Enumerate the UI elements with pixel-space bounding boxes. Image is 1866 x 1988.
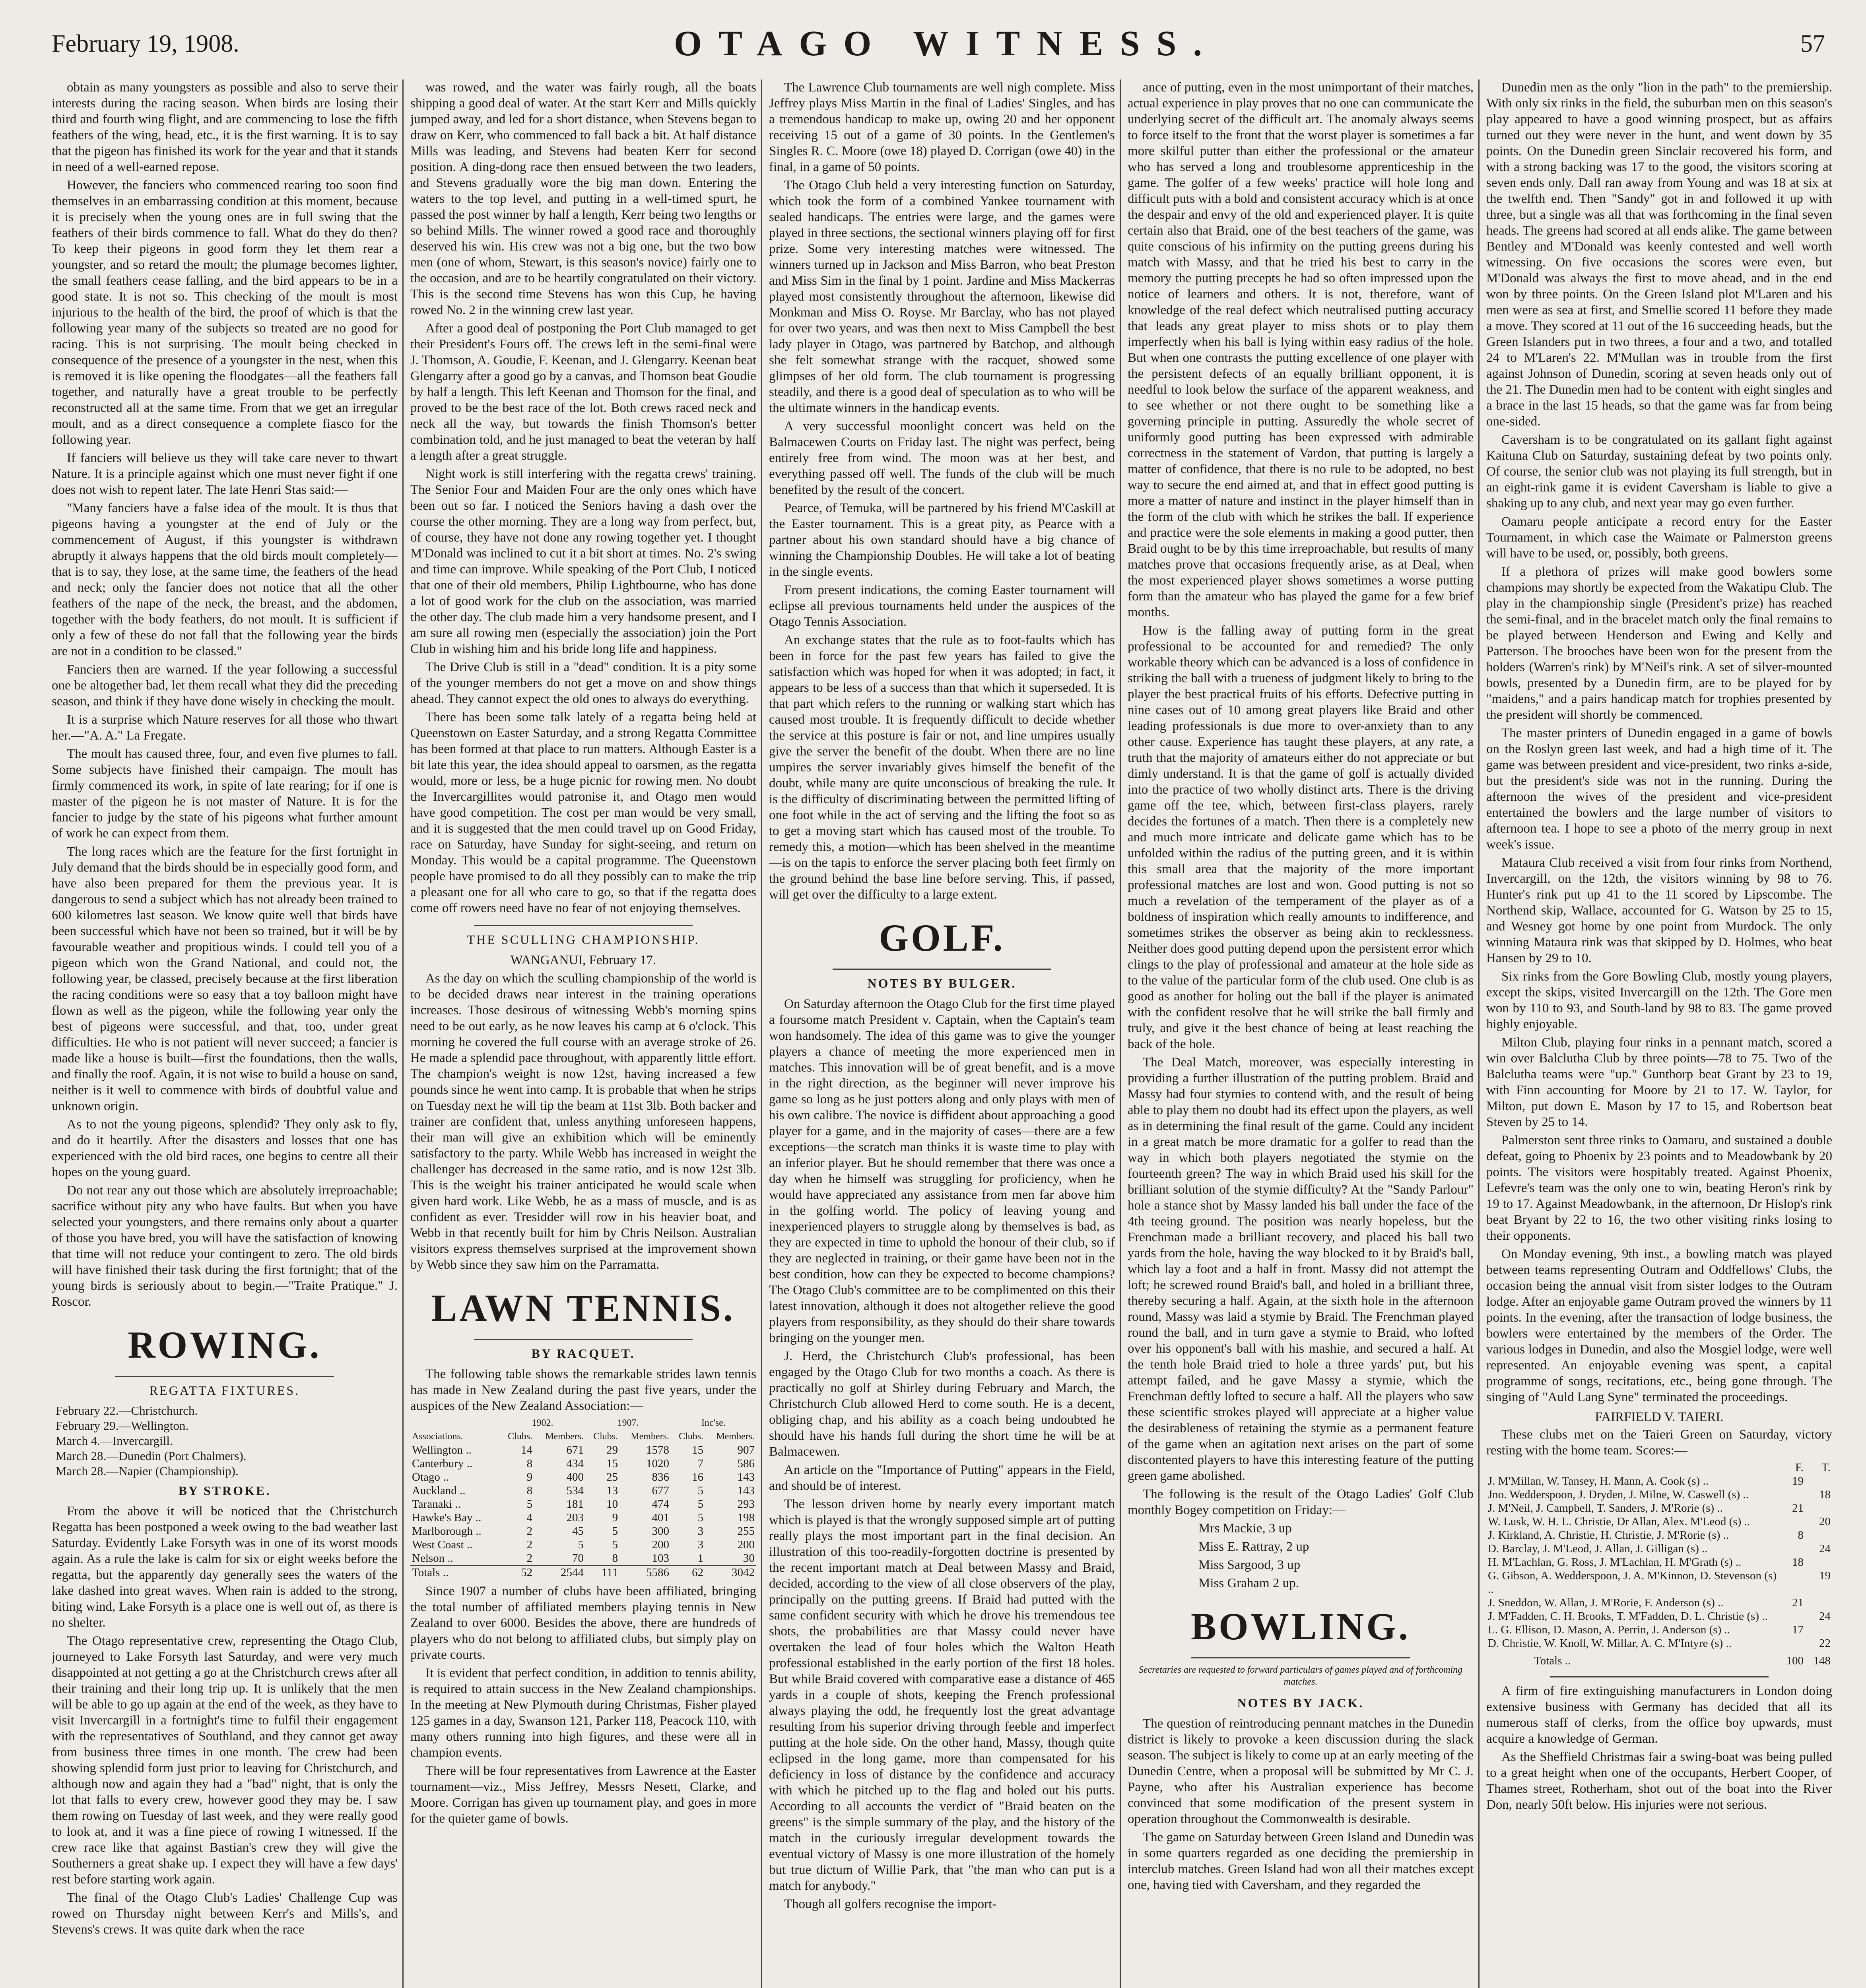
column-rule [1478,80,1480,1988]
article-paragraph: Do not rear any out those which are absolutely irreproachable; sacrifice without pity any who have faults. But when you have selected your youngsters, and there remains only about a quarter of those you have bred, you will have the satisfaction of knowing that time will not reduce your contingent to zero. The old birds will have finished their task during the first fortnight; that of the young birds is seriously about to begin.—"Traite Pratique." J. Roscor. [52,1183,398,1309]
article-paragraph: How is the falling away of putting form in the great professional to be accounted for and remedied? The only workable theory which can be advanced is a loss of confidence in striking the ball with a trueness of judgment likely to bring to the player the best practical fruits of his efforts. Defective putting in nine cases out of 10 among great players like Braid and other leading professionals is due more to over-anxiety than to any other cause. Experience has taught these players, at any rate, a truth that the majority of amateurs either do not appreciate or but dimly understand. It is that the game of golf is actually divided into the practice of two wholly distinct arts. There is the driving game off the tee, which, between first-class players, rarely decides the fortunes of a match. Then there is a completely new and much more intricate and delicate game which has to be unfolded within the radius of the putting green, and it is within this small area that the majority of the more important professional matches are lost and won. Good putting is not so much a revelation of the temperament of the player as of a boldness of inspiration which really amounts to indifference, and sometimes strikes the observer as being akin to recklessness. Neither does good putting depend upon the persistent error which clings to the play of professional and amateur at the hole side as to the value of the particular form of the club used. One club is as good as another for holing out the ball if the player is animated with the confident resolve that he will strike the ball firmly and truly, and give it the best chance of being at least reaching the back of the hole. [1128,623,1474,1051]
divider [474,925,693,926]
article-paragraph: The Deal Match, moreover, was especially interesting in providing a further illustration of the putting problem. Braid and Massy had four stymies to contend with, and the result of being able to play them no doubt had its effect upon the players, as well as in determining the final result of the game. Could any incident in a great match be more dramatic for a golfer to read than the way in which both players negotiated the stymie on the fourteenth green? The way in which Braid used his skill for the brilliant solution of the stymie difficulty? At the "Sandy Parlour" hole a stance shot by Massy landed his ball under the face of the 4th teeing ground. The position was nearly hopeless, but the Frenchman made a brilliant recovery, and placed his ball two yards from the hole, having the way blocked to it by Braid's ball, which lay a foot and a half in front. Massy did not attempt the loft; he screwed round Braid's ball, and holed in a brilliant three, thereby securing a half. Again, at the sixth hole in the afternoon round, Massy was laid a stymie by Braid. The Frenchman played round the ball, and in turn gave a stymie to Braid, who lofted over his opponent's ball with his mashie, and secured a half. At the tenth hole Braid tried to hole a three yards' put, but his attempt failed, and he gave Massy a stymie, which the Frenchman deftly lofted to secure a half. All the players who saw these scientific strokes played will appreciate at a higher value the desirableness of retaining the stymie as a permanent feature of the game when an agitation next arises on the part of some discontented players to have this interesting feature of the putting green game abolished. [1128,1055,1474,1483]
table-cell: 434 [566,1457,584,1470]
table-cell: 20 [1819,1515,1831,1528]
col-header: Clubs. [508,1431,533,1442]
table-cell: 200 [737,1538,755,1551]
table-cell [1778,1609,1805,1623]
table-cell: Marlborough .. [412,1525,482,1538]
table-cell: West Coast .. [412,1538,473,1551]
table-cell: Wellington .. [412,1444,472,1456]
table-cell: J. Sneddon, W. Allan, J. M'Rorie, F. Anderson (s) .. [1488,1596,1724,1609]
article-paragraph: Pearce, of Temuka, will be partnered by his friend M'Caskill at the Easter tournament. This is a great pity, as Pearce with a partner about his own standard should have a big chance of winning the Championship Doubles. He will take a lot of beating in the single events. [769,501,1115,579]
table-total-row [410,1565,756,1579]
table-row [1486,1501,1832,1515]
table-cell: 5 [612,1525,618,1538]
table-cell [1778,1637,1805,1650]
article-paragraph: An article on the "Importance of Putting" appears in the Field, and should be of interest. [769,1463,1115,1493]
table-cell: 2544 [534,1565,585,1579]
column-2 [410,80,756,1988]
table-cell: 19 [1819,1569,1831,1582]
article-paragraph: On Saturday afternoon the Otago Club for the first time played a foursome match President v. Captain, when the Captain's team won handsomely. The idea of this game was to give the younger players a chance of meeting the more experienced men in matches. This innovation will be of great benefit, and is a move in the right direction, as the beginner will never improve his game so long as he just potters along and only plays with men of his own calibre. The novice is diffident about approaching a good player for a game, and in the majority of cases—there are a few exceptions—the scratch man thinks it is waste time to play with an inferior player. But he should remember that there was once a day when he himself was struggling for proficiency, when he would have appreciated any assistance from men far above him in the golfing world. The policy of leaving young and inexperienced players to struggle along by themselves is bad, as they are expected in time to uphold the honour of their club, so if they are neglected in training, or their game have been not in the best condition, how can they be expected to become champions? The Otago Club's committee are to be complimented on this their latest innovation, although it does not altogether relieve the good players from responsibility, as they should do their share towards bringing on the younger men. [769,997,1115,1345]
table-cell: 1 [697,1552,704,1565]
table-cell: 143 [737,1484,755,1497]
article-paragraph: From present indications, the coming Easter tournament will eclipse all previous tournaments held under the auspices of the Otago Tennis Association. [769,583,1115,629]
tennis-intro: The following table shows the remarkable strides lawn tennis has made in New Zealand during the past five years, under the auspices of the New Zealand Association:— [410,1367,756,1413]
fairfield-intro: These clubs met on the Taieri Green on Saturday, victory resting with the home team. Scores:— [1486,1427,1832,1458]
row-header: Associations. [412,1431,463,1442]
table-cell: J. M'Fadden, C. H. Brooks, T. M'Fadden, D. L. Christie (s) .. [1488,1610,1768,1623]
article-paragraph: As to not the young pigeons, splendid? They only ask to fly, and do it heartily. After the disasters and losses that one has experienced with the old bird races, one begins to centre all their hopes on the young guard. [52,1117,398,1179]
tennis-byline: BY RACQUET. [531,1346,635,1361]
table-cell: 200 [652,1538,669,1551]
article-paragraph: The Otago representative crew, representing the Otago Club, journeyed to Lake Forsyth last Saturday, and were very much disappointed at not getting a go at the Christchurch crews after all their training and their long trip up. It is unlikely that the men will be able to go up again at the end of the week, as they have to visit Invercargill in a fortnight's time to fulfil their engagement with the representatives of Southland, and they cannot get away from business three times in one month. The crew had been showing splendid form just prior to leaving for Christchurch, and although now and again they had a "bad" night, that is only the lot that falls to every crew, however good they may be. I saw them rowing on Tuesday of last week, and they were really good to look at, and it was a fine piece of rowing I witnessed. If the crew race like that against Bastian's crew they will give the Southerners a great shake up. I expect they will have a few days' rest before starting work again. [52,1634,398,1887]
table-cell: 24 [1819,1610,1831,1623]
table-cell: Totals .. [410,1565,500,1579]
table-cell: 15 [692,1444,704,1456]
newspaper-title: OTAGO WITNESS. [674,24,1219,63]
sculling-title: THE SCULLING CHAMPIONSHIP. [467,932,700,947]
table-cell: 3 [697,1525,704,1538]
table-cell: Otago .. [412,1471,449,1483]
table-cell: 19 [1792,1475,1804,1487]
table-cell: 7 [697,1457,704,1470]
page-number: 57 [1800,30,1825,57]
column-1 [52,80,398,1988]
table-cell: 10 [606,1498,618,1510]
col-header: Members. [716,1431,755,1442]
table-row [410,1511,756,1524]
table-cell: 9 [526,1471,533,1483]
table-cell: 1020 [646,1457,669,1470]
table-cell: 18 [1792,1556,1804,1569]
divider [1191,1657,1410,1658]
article-paragraph: If fanciers will believe us they will take care never to thwart Nature. It is a principle against which one must never fight if one does not wish to repent later. The late Henri Stas said:— [52,451,398,497]
table-row [1486,1623,1832,1637]
table-cell: 5 [526,1498,533,1510]
table-cell: 5 [578,1538,584,1551]
fixture-item: February 22.—Christchurch. [56,1404,198,1417]
table-cell: 400 [566,1471,584,1483]
col-header: F. [1795,1461,1804,1474]
table-cell: 18 [1819,1488,1831,1501]
year-header: Inc'se. [701,1418,726,1428]
table-cell: 2 [526,1538,533,1551]
bowling-scores-table [1486,1461,1832,1668]
article-paragraph: Six rinks from the Gore Bowling Club, mostly young players, except the skips, visited Invercargill on the 12th. The Gore men won by 110 to 93, and South-land by 98 to 83. The game proved highly enjoyable. [1486,969,1832,1031]
article-paragraph: The Lawrence Club tournaments are well nigh complete. Miss Jeffrey plays Miss Martin in the final of Ladies' Singles, and has a tremendous handicap to make up, owing 20 and her opponent receiving 15 out of a game of 30 points. In the Gentlemen's Singles R. C. Moore (owe 18) played D. Corrigan (owe 40) in the final, in a game of 50 points. [769,80,1115,174]
table-row [410,1470,756,1484]
table-cell: 671 [566,1444,584,1456]
table-cell: 14 [521,1444,533,1456]
total-value: 100 [1786,1654,1804,1667]
table-cell: L. G. Ellison, D. Mason, A. Perrin, J. Anderson (s) .. [1488,1623,1730,1636]
fairfield-title: FAIRFIELD V. TAIERI. [1595,1410,1724,1424]
table-cell: 62 [671,1565,705,1579]
table-row [410,1457,756,1470]
article-paragraph: As the day on which the sculling championship of the world is to be decided draws near interest in the training operations increases. Those desirous of witnessing Webb's morning spins need to be out early, as he now leaves his camp at 6 o'clock. This morning he covered the full course with an average stroke of 26. He made a splendid pace throughout, with apparently little effort. The champion's weight is now 12st, having increased a few pounds since he went into camp. It is probable that when he strips on Tuesday next he will tip the beam at 11st 3lb. Both backer and trainer are confident that, unless anything unforeseen happens, their man will give an exhibition which will be eminently satisfactory to the party. While Webb has increased in weight the challenger has decreased in the same ratio, and is now 12st 3lb. This is the weight his trainer anticipated he would scale when given hard work. Like Webb, he as a mass of muscle, and is as confident as ever. Tresidder will row in his heavier boat, and Webb in that recently built for him by Chris Neilson. Australian visitors express themselves surprised at the improvement shown by Webb since they saw him on the Parramatta. [410,971,756,1272]
article-paragraph: Milton Club, playing four rinks in a pennant match, scored a win over Balclutha Club by three points—78 to 75. Two of the Balclutha teams were "up." Gunthorp beat Grant by 23 to 19, with Finn accounting for Moore by 21 to 17. W. Taylor, for Milton, put down E. Mason by 17 to 15, and Robertson beat Steven by 25 to 14. [1486,1035,1832,1129]
col-header: Members. [631,1431,669,1442]
article-paragraph: was rowed, and the water was fairly rough, all the boats shipping a good deal of water. At the start Kerr and Mills quickly jumped away, and led for a short distance, when Stevens began to draw on Kerr, who commenced to fall back a bit. At half distance Mills was leading, and Stevens had beaten Kerr for second position. A ding-dong race then ensued between the two leaders, and Stevens gradually wore the big man down. Entering the waters to the top level, and putting in a well-timed spurt, he passed the post winner by half a length, Kerr being two lengths or so behind Mills. The winner rowed a good race and thoroughly deserved his win. His crew was not a big one, but the two bow men (one of whom, Stewart, is this season's novice) fairly one to the occasion, and are to be heartily congratulated on their victory. This is the second time Stevens has won this Cup, he having rowed No. 2 in the winning crew last year. [410,80,756,317]
result-item: Miss E. Rattray, 2 up [1198,1540,1309,1554]
article-paragraph: Fanciers then are warned. If the year following a successful one be altogether bad, let them recall what they did the preceding season, and think if they have done wisely in checking the moult. [52,662,398,709]
table-cell: 13 [606,1484,618,1497]
column-rule [761,80,762,1988]
divider [833,969,1051,970]
col-header: Members. [545,1431,584,1442]
table-cell: 21 [1792,1596,1804,1609]
table-cell: 5 [697,1511,704,1524]
golf-byline: NOTES BY BULGER. [867,976,1017,990]
table-cell: 5586 [619,1565,671,1579]
table-cell [1805,1528,1832,1542]
table-cell: G. Gibson, A. Wedderspoon, J. A. M'Kinnon, D. Stevenson (s) .. [1488,1569,1777,1596]
table-row [410,1484,756,1497]
table-cell: 22 [1819,1637,1831,1650]
column-3 [769,80,1115,1988]
table-cell: H. M'Lachlan, G. Ross, J. M'Lachlan, H. M'Grath (s) .. [1488,1556,1742,1569]
article-paragraph: The final of the Otago Club's Ladies' Challenge Cup was rowed on Thursday night between Kerr's and Mills's, and Stevens's crews. It was quite dark when the race [52,1891,398,1937]
table-row [410,1538,756,1551]
article-paragraph: Since 1907 a number of clubs have been affiliated, bringing the total number of affiliated members playing tennis in New Zealand to over 6000. Besides the above, there are hundreds of players who do not belong to affiliated clubs, but simply play on private courts. [410,1584,756,1662]
secretaries-note: Secretaries are requested to forward particulars of games played and of forthcoming matches. [1138,1665,1463,1687]
sculling-dateline: WANGANUI, February 17. [510,953,656,967]
article-paragraph: Night work is still interfering with the regatta crews' training. The Senior Four and Maiden Four are the only ones which have been out so far. I noticed the Seniors having a dash over the course the other morning. They are a long way from perfect, but, of course, they have not done any rowing together yet. I thought M'Donald was inclined to cut it a bit short at times. No. 2's swing and time can improve. While speaking of the Port Club, I noticed that one of their old members, Philip Lightbourne, who has done a lot of good work for the club on the association, was married the other day. The club made him a very handsome present, and I am sure all rowing men (especially the association) join the Port Club in wishing him and his bride long life and happiness. [410,467,756,656]
table-cell: 111 [585,1565,619,1579]
divider [1550,1676,1769,1677]
table-row [410,1497,756,1511]
result-item: Mrs Mackie, 3 up [1198,1521,1292,1536]
table-cell: 2 [526,1552,533,1565]
table-row [410,1524,756,1538]
table-cell: 586 [737,1457,755,1470]
article-paragraph: The long races which are the feature for the first fortnight in July demand that the birds should be in especially good form, and have also been prepared for them the previous year. It is dangerous to send a subject which has not already been trained to 600 kilometres last season. We know quite well that birds have been successful which have not been so trained, but it will be by favourable weather and propitious winds. I could tell you of a pigeon which won the Grand National, and could not, the following year, be classed, precisely because at the first liberation the racing conditions were so easy that a toy balloon might have flown as well as the pigeon, while the following year only the best of pigeons were successful, and that, too, under great difficulties. He who is not patient will never succeed; a fancier is made like a house is built—first the foundations, then the walls, and finally the roof. Again, it is not wise to build a house on sand, neither is it well to commence with birds of doubtful value and unknown origin. [52,845,398,1113]
regatta-fixtures-title: REGATTA FIXTURES. [149,1383,300,1398]
article-paragraph: It is a surprise which Nature reserves for all those who thwart her.—"A. A." La Fregate. [52,712,398,743]
table-cell: D. Christie, W. Knoll, W. Millar, A. C. M'Intyre (s) .. [1488,1637,1732,1650]
fixture-item: February 29.—Wellington. [56,1419,189,1433]
table-cell: 9 [612,1511,618,1524]
table-cell [1805,1501,1832,1515]
table-cell: Canterbury .. [412,1457,473,1470]
total-label: Totals .. [1534,1654,1571,1667]
table-cell: Auckland .. [412,1484,466,1497]
article-paragraph: A very successful moonlight concert was held on the Balmacewen Courts on Friday last. The night was perfect, being entirely free from wind. The moon was at her best, and everything passed off well. The funds of the club will be much benefited by the result of the concert. [769,419,1115,497]
table-cell: Nelson .. [412,1552,453,1565]
table-cell: Taranaki .. [412,1498,461,1510]
table-cell: 45 [572,1525,584,1538]
article-paragraph: Oamaru people anticipate a record entry for the Easter Tournament, in which case the Waimate or Palmerston greens will have to be used, or, possibly, both greens. [1486,514,1832,561]
table-cell: 29 [606,1444,618,1456]
table-cell [1805,1555,1832,1569]
article-paragraph: J. Herd, the Christchurch Club's professional, has been engaged by the Otago Club for two months a coach. As there is practically no golf at Shirley during February and March, the Christchurch Club allowed Herd to come south. He is a decent, obliging chap, and his ability as a coach being undoubted he should have his hands full during the short time he will be at Balmacewen. [769,1349,1115,1459]
table-cell: 181 [566,1498,584,1510]
regatta-fixtures-list [56,1403,398,1479]
result-item: Miss Graham 2 up. [1198,1576,1299,1590]
table-cell [1805,1596,1832,1609]
year-header: 1907. [617,1418,639,1428]
table-cell: 143 [737,1471,755,1483]
table-cell: 5 [697,1498,704,1510]
table-cell: 4 [526,1511,533,1524]
table-row [1486,1596,1832,1609]
article-paragraph: However, the fanciers who commenced rearing too soon find themselves in an embarrassing condition at this moment, because it is precisely when the young ones are in full swing that the feathers of their birds commence to fall. What do they do then? To keep their pigeons in good form they let them rear a youngster, and so retard the moult; the plumage becomes lighter, the small feathers cease falling, and the bird appears to be in a good state. It is not so. This checking of the moult is most injurious to the health of the bird, the proof of which is that the following year many of the subjects so treated are no good for racing. This is not surprising. The moult being checked in consequence of the presence of a youngster in the nest, when this is removed it is like opening the floodgates—all the feathers fall together, and naturally have a great trouble to be perfectly reconstructed all at the same time. From that we get an irregular moult, and as a direct consequence a complete fiasco for the following year. [52,178,398,447]
table-cell: 836 [652,1471,669,1483]
article-paragraph: After a good deal of postponing the Port Club managed to get their President's Fours off. The crews left in the semi-final were J. Thomson, A. Goudie, F. Keenan, and J. Glengarry. Keenan beat Glengarry after a good go by a canvas, and Thomson beat Goudie by half a length. This left Keenan and Thomson for the final, and proved to be the best race of the lot. Both crews raced neck and neck all the way, but towards the finish Thomson's better combination told, and he just managed to beat the veteran by half a length after a great struggle. [410,321,756,463]
table-cell: 198 [737,1511,755,1524]
table-cell: 21 [1792,1502,1804,1514]
article-paragraph: The Drive Club is still in a "dead" condition. It is a pity some of the younger members do not get a move on and show things ahead. They cannot expect the old ones to always do everything. [410,660,756,706]
table-cell: J. M'Neil, J. Campbell, T. Sanders, J. M'Rorie (s) .. [1488,1502,1723,1514]
table-cell: 255 [737,1525,755,1538]
column-5 [1486,80,1832,1988]
bowling-byline: NOTES BY JACK. [1237,1696,1364,1710]
fixture-item: March 4.—Invercargill. [56,1434,173,1448]
table-cell: W. Lusk, W. H. L. Christie, Dr Allan, Alex. M'Leod (s) .. [1488,1515,1750,1528]
article-paragraph: On Monday evening, 9th inst., a bowling match was played between teams representing Outram and Oddfellows' Clubs, the occasion being the annual visit from sister lodges to the Outram lodge. After an enjoyable game Outram proved the winners by 11 points. In the evening, after the transaction of lodge business, the bowlers were entertained by the members of the Order. The various lodges in Dunedin, and also the Mosgiel lodge, were well represented. An enjoyable evening was spent, a capital programme of songs, recitations, etc., being gone through. The singing of "Auld Lang Syne" terminated the proceedings. [1486,1247,1832,1404]
article-paragraph: Though all golfers recognise the import- [784,1897,997,1911]
result-item: Miss Sargood, 3 up [1198,1558,1301,1572]
table-cell: 1578 [646,1444,669,1456]
table-row [410,1443,756,1457]
divider [115,1376,334,1377]
golf-heading: GOLF. [879,916,1005,959]
article-paragraph: obtain as many youngsters as possible and also to serve their interests during the racing season. When birds are losing their third and fourth wing flight, and are commencing to lose the fifth feathers of the wing, head, etc., it is the first warning. It is to say that the pigeon has finished its work for the year and that it stands in need of a well-earned repose. [52,80,398,174]
article-paragraph: The moult has caused three, four, and even five plumes to fall. Some subjects have finished their campaign. The moult has firmly commenced its work, in spite of late rearing; for if one is master of the pigeon he is not master of Nature. It is for the fancier to judge by the state of his pigeons what further amount of work he can expect from them. [52,747,398,841]
table-cell: 70 [572,1552,584,1565]
table-row [1486,1515,1832,1528]
table-cell: 24 [1819,1542,1831,1555]
article-paragraph: The question of reintroducing pennant matches in the Dunedin district is likely to provoke a keen discussion during the slack season. The subject is likely to come up at an early meeting of the Dunedin Centre, when a proposal will be submitted by Mr C. J. Payne, who after his Australian experience has become convinced that some modification of the present system in operation throughout the Commonwealth is desirable. [1128,1716,1474,1826]
table-row [1486,1569,1832,1596]
article-paragraph: Mataura Club received a visit from four rinks from Northend, Invercargill, on the 12th, the visitors winning by 98 to 76. Hunter's rink put up 41 to the 11 scored by Lipscombe. The Northend skip, Wallace, accounted for G. Watson by 25 to 15, and Wesney got home by one point from Murdock. The only winning Mataura rink was that skipped by D. Holmes, who beat Hansen by 29 to 10. [1486,856,1832,965]
table-cell: D. Barclay, J. M'Leod, J. Allan, J. Gilligan (s) .. [1488,1542,1708,1555]
table-cell: 293 [737,1498,755,1510]
article-paragraph: "Many fanciers have a false idea of the moult. It is thus that pigeons having a youngster at the end of July or the commencement of August, if this youngster is withdrawn abruptly it always happens that the old birds moult completely—that is to say, they lose, at the same time, the feathers of the head and neck; only the fancier does not notice that all the other feathers of the nape of the neck, the breast, and the abdomen, together with the body feathers, do not moult. It is sufficient if only a few of these do not fall that the following year the birds are not in a condition to be classed." [52,501,398,658]
table-cell: 8 [1798,1529,1804,1541]
table-cell: 907 [737,1444,755,1456]
table-cell: 103 [652,1552,669,1565]
table-cell [1778,1488,1805,1501]
table-cell: 3042 [705,1565,756,1579]
divider [474,1339,693,1340]
article-paragraph: ance of putting, even in the most unimportant of their matches, actual experience in play proves that no one can communicate the underlying secret of the difficult art. The anomaly always seems to force itself to the front that the worst player is sometimes a far more skilful putter than either the professional or the amateur who has served a long and troublesome apprenticeship in the game. The golfer of a few weeks' practice will hole long and difficult puts with a bold and consistent accuracy which is at once the despair and envy of the old and experienced player. It is quite certain also that Braid, one of the best teachers of the game, was quite conscious of his infirmity on the putting greens during his match with Massy, and that he tried his best to carry in the memory the putting precepts he had so often impressed upon the notice of learners and others. It is not, therefore, want of knowledge of the real defect which neutralised putting accuracy that leads any great player to miss shots or to play them imperfectly when his ball is lying within easy radius of the hole. But when one contrasts the putting excellence of one player with the persistent defects of an equally brilliant opponent, it is needful to look below the surface of the apparent weakness, and to see whether or not there ought to be something like a governing principle in putting. Assuredly the whole secret of uniformly good putting has been expressed with admirable correctness in the statement of Vardon, that putting is largely a matter of confidence, that there is no rule to be adopted, no best way to secure the end aimed at, and that in effect good putting is more a matter of nature and instinct in the player himself than in the form of the club with which he strikes the ball. If experience and practice were the sole elements in making a good putter, then Braid ought to be by this time irreproachable, but results of many matches prove that occasions frequently arise, as at Deal, when the most experienced player shows sometimes a worse putting form than the amateur who has played the game for a few brief months. [1128,80,1474,619]
table-cell: Jno. Wedderspoon, J. Dryden, J. Milne, W. Caswell (s) .. [1488,1488,1749,1501]
table-cell: 401 [652,1511,669,1524]
col-header: Clubs. [593,1431,618,1442]
fixture-item: March 28.—Dunedin (Port Chalmers). [56,1449,247,1463]
column-4 [1128,80,1474,1988]
article-paragraph: There has been some talk lately of a regatta being held at Queenstown on Easter Saturday, and a strong Regatta Committee has been formed at that place to run matters. Although Easter is a bit late this year, the idea should appeal to oarsmen, as the regatta would, more or less, be a huge picnic for rowing men. No doubt the Invercargillites would patronise it, and Otago men would have good competition. The cost per man would be very small, and it is suggested that the men could travel up on Good Friday, race on Saturday, have Sunday for sight-seeing, and return on Monday. This would be a capital programme. The Queenstown people have promised to do all they possibly can to make the trip a pleasant one for all who care to go, so that if the regatta does come off rowers need have no fear of not enjoying themselves. [410,710,756,915]
lawn-tennis-heading: LAWN TENNIS. [431,1287,735,1329]
article-paragraph: The Otago Club held a very interesting function on Saturday, which took the form of a combined Yankee tournament with sealed handicaps. The entries were large, and the games were played in three sections, the sectional winners playing off for first prize. Some very interesting matches were witnessed. The winners turned up in Jackson and Miss Barron, who beat Preston and Miss Sim in the final by 1 point. Jardine and Miss Mackerras played most consistently throughout the afternoon, likewise did Monkman and Miss O. Royse. Mr Barclay, who has not played for over two years, and was then next to Miss Campbell the best lady player in Otago, was partnered by Batchop, and although she felt somewhat strange with the racquet, showed some glimpses of her old form. The club tournament is progressing steadily, and there is a good deal of speculation as to who will be the ultimate winners in the handicap events. [769,178,1115,415]
article-paragraph: It is evident that perfect condition, in addition to tennis ability, is required to attain success in the New Zealand championships. In the meeting at New Plymouth during Christmas, Fisher played 125 games in a day, Swanson 121, Parker 118, Peacock 110, with many others running into high figures, and these were all in champion events. [410,1666,756,1760]
article-paragraph: The game on Saturday between Green Island and Dunedin was in some quarters regarded as one deciding the premiership in interclub matches. Green Island had won all their matches except one, having tied with Caversham, and they regarded the [1128,1830,1474,1892]
table-row [1486,1555,1832,1569]
table-cell: J. Kirkland, A. Christie, H. Christie, J. M'Rorie (s) .. [1488,1529,1729,1541]
bowling-heading: BOWLING. [1190,1605,1411,1648]
col-header: Clubs. [679,1431,704,1442]
table-cell: 16 [692,1471,704,1483]
closing-paragraph: A firm of fire extinguishing manufacturers in London doing extensive business with Germany has decided that all its numerous staff of clerks, from the office boy upwards, must acquire a knowledge of German. [1486,1684,1832,1746]
article-paragraph: The following is the result of the Otago Ladies' Golf Club monthly Bogey competition on Friday:— [1128,1487,1474,1517]
table-cell: 15 [606,1457,618,1470]
column-rule [402,80,404,1988]
table-row [1486,1542,1832,1555]
table-cell [1778,1569,1805,1596]
table-cell [1805,1474,1832,1488]
article-paragraph: An exchange states that the rule as to foot-faults which has been in force for the past few years has failed to give the satisfaction which was hoped for when it was adopted; in fact, it appears to be less of a success than that which it superseded. It is that part which refers to the running or walking start which has caused most trouble. It is frequently difficult to decide whether the service at this posture is fair or not, and line umpires usually give the server the benefit of the doubt. When there are no line umpires the server invariably gives himself the benefit of the doubt, while many are quite unconscious of breaking the rule. It is the difficulty of discriminating between the permitted lifting of one foot while in the act of serving and the lifting the foot so as to get a moving start which has caused most of the trouble. To remedy this, a motion—which has been shelved in the meantime—is on the tapis to enforce the server placing both feet firmly on the ground behind the base line before serving. This, if passed, will get over the difficulty to a large extent. [769,633,1115,902]
column-rule [1120,80,1121,1988]
table-cell [1778,1515,1805,1528]
table-cell: 8 [526,1457,533,1470]
issue-date: February 19, 1908. [52,30,239,57]
table-row [1486,1488,1832,1501]
table-row [1486,1528,1832,1542]
table-cell: 474 [652,1498,669,1510]
article-paragraph: If a plethora of prizes will make good bowlers some champions may shortly be expected from the Wakatipu Club. The play in the championship single (President's prize) has reached the semi-final, and in the bracelet match only the final remains to be played between Henderson and Ewing and Kelly and Patterson. The brooches have been won for the present from the holders (Warren's rink) by M'Neil's rink. A set of silver-mounted bowls, presented by a Dunedin firm, are to be played for by "maidens," and a pairs handicap match for trophies presented by the president will shortly be commenced. [1486,565,1832,722]
fixture-item: March 28.—Napier (Championship). [56,1464,239,1478]
table-cell: 3 [697,1538,704,1551]
year-header: 1902. [532,1418,553,1428]
article-paragraph: From the above it will be noticed that the Christchurch Regatta has been postponed a week owing to the bad weather last Saturday. Evidently Lake Forsyth was in one of its worst moods again. As a rule the lake is calm for six or eight weeks before the regatta, but the apparently day generally sees the waters of the lake dashed into great waves. When rain is added to the strong, biting wind, Lake Forsyth is a place one is well out of, as there is no shelter. [52,1504,398,1630]
table-cell: 300 [652,1525,669,1538]
col-header: T. [1821,1461,1831,1474]
table-row [1486,1474,1832,1488]
rowing-heading: ROWING. [128,1324,322,1366]
article-paragraph: Palmerston sent three rinks to Oamaru, and sustained a double defeat, going to Phoenix by 23 points and to Meadowbank by 20 points. The visitors were hospitably treated. Against Phoenix, Lefevre's team was the only one to win, beating Heron's rink by 19 to 17. Against Meadowbank, in the afternoon, Dr Hislop's rink beat Bryant by 22 to 16, the two other visiting rinks losing to their opponents. [1486,1133,1832,1243]
table-cell: 25 [606,1471,618,1483]
table-total-row [1486,1650,1832,1668]
tennis-association-table [410,1416,756,1579]
table-row [410,1551,756,1565]
article-paragraph: There will be four representatives from Lawrence at the Easter tournament—viz., Miss Jeffrey, Messrs Nesett, Clarke, and Moore. Corrigan has given up tournament play, and goes in more for the quieter game of bowls. [410,1764,756,1826]
total-value: 148 [1813,1654,1831,1667]
table-cell: 677 [652,1484,669,1497]
table-cell: 17 [1792,1623,1804,1636]
article-paragraph: Caversham is to be congratulated on its gallant fight against Kaituna Club on Saturday, sustaining defeat by two points only. Of course, the senior club was not playing its full strength, but in an eight-rink game it is evident Caversham is liable to give a shaking up to any club, and next year may go even further. [1486,433,1832,511]
article-paragraph: Dunedin men as the only "lion in the path" to the premiership. With only six rinks in the field, the suburban men on this season's play appeared to have a good winning prospect, but as affairs turned out they were never in the hunt, and went down by 35 points. On the Dunedin green Sinclair recovered his form, and with a strong backing was 17 to the good, the visitors scoring at seven ends only. Dall ran away from Young and was 18 at six at the twelfth end. Then "Sandy" got in and followed it up with three, but a single was all that was forthcoming in the final seven heads. The greens had scored at all ends alike. The game between Bentley and M'Donald was keenly contested and well worth witnessing. On five occasions the scores were even, but M'Donald was always the first to move ahead, and in the end won by three points. On the Green Island plot M'Laren and his men were as sea at first, and Smellie scored 11 before they made a move. They scored at 11 out of the 16 succeeding heads, but the Green Islanders put in two threes, a four and a two, and totalled 24 to M'Laren's 22. M'Mullan was in trouble from the first against Johnson of Dunedin, scoring at seven heads only out of the 21. The Dunedin men had to be content with eight singles and a brace in the last 15 heads, so that the game was far from being one-sided. [1486,80,1832,429]
table-cell [1778,1542,1805,1555]
table-cell: J. M'Millan, W. Tansey, H. Mann, A. Cook (s) .. [1488,1475,1709,1487]
table-cell: 5 [612,1538,618,1551]
table-cell [1805,1623,1832,1637]
table-cell: 5 [697,1484,704,1497]
masthead [52,16,1841,72]
table-cell: 30 [743,1552,755,1565]
closing-paragraph: As the Sheffield Christmas fair a swing-boat was being pulled to a great height when one of the occupants, Herbert Cooper, of Thames street, Rotherham, shot out of the boat into the River Don, nearly 50ft below. His injuries were not serious. [1486,1750,1832,1812]
table-cell: 2 [526,1525,533,1538]
article-paragraph: The lesson driven home by nearly every important match which is played is that the wrongly supposed simple art of putting really plays the most important part in the final decision. An illustration of this too-readily-forgotten doctrine is presented by the recent important match at Deal between Massy and Braid, decided, according to the view of all close observers of the play, principally on the putting greens. If Braid had putted with the same confident security with which he drove his tremendous tee shots, the probabilities are that Massy could never have overtaken the lead of four holes which the Walton Heath professional established in the early portion of the first 18 holes. But while Braid covered with comparative ease a distance of 465 yards in a couple of shots, keeping the French professional always playing the odd, he frequently lost the great advantage resulting from his superior driving through feeble and imperfect putting at the hole side. On the other hand, Massy, though quite eclipsed in the long game, more than compensated for his deficiency in loss of distance by the confidence and accuracy with which he pitched up to the flag and holed out his putts. According to all accounts the verdict of "Braid beaten on the greens" is the simple summary of the play, and the history of the match in the curiously irregular development towards the eventual victory of Massy is one more illustration of the homely but true dictum of Willie Park, that "the man who can put is a match for anybody." [769,1497,1115,1893]
table-cell: 203 [566,1511,584,1524]
table-cell: 8 [612,1552,618,1565]
table-cell: Hawke's Bay .. [412,1511,482,1524]
table-cell: 534 [566,1484,584,1497]
article-paragraph: The master printers of Dunedin engaged in a game of bowls on the Roslyn green last week, and had a high time of it. The game was between president and vice-president, two rinks a-side, but the president's side was not in the running. During the afternoon the wives of the president and vice-president entertained the bowlers and the large number of visitors to afternoon tea. I hope to see a photo of the merry group in next week's issue. [1486,726,1832,852]
table-cell: 52 [500,1565,534,1579]
rowing-byline: BY STROKE. [178,1483,271,1498]
table-row [1486,1609,1832,1623]
table-row [1486,1637,1832,1650]
table-cell: 8 [526,1484,533,1497]
